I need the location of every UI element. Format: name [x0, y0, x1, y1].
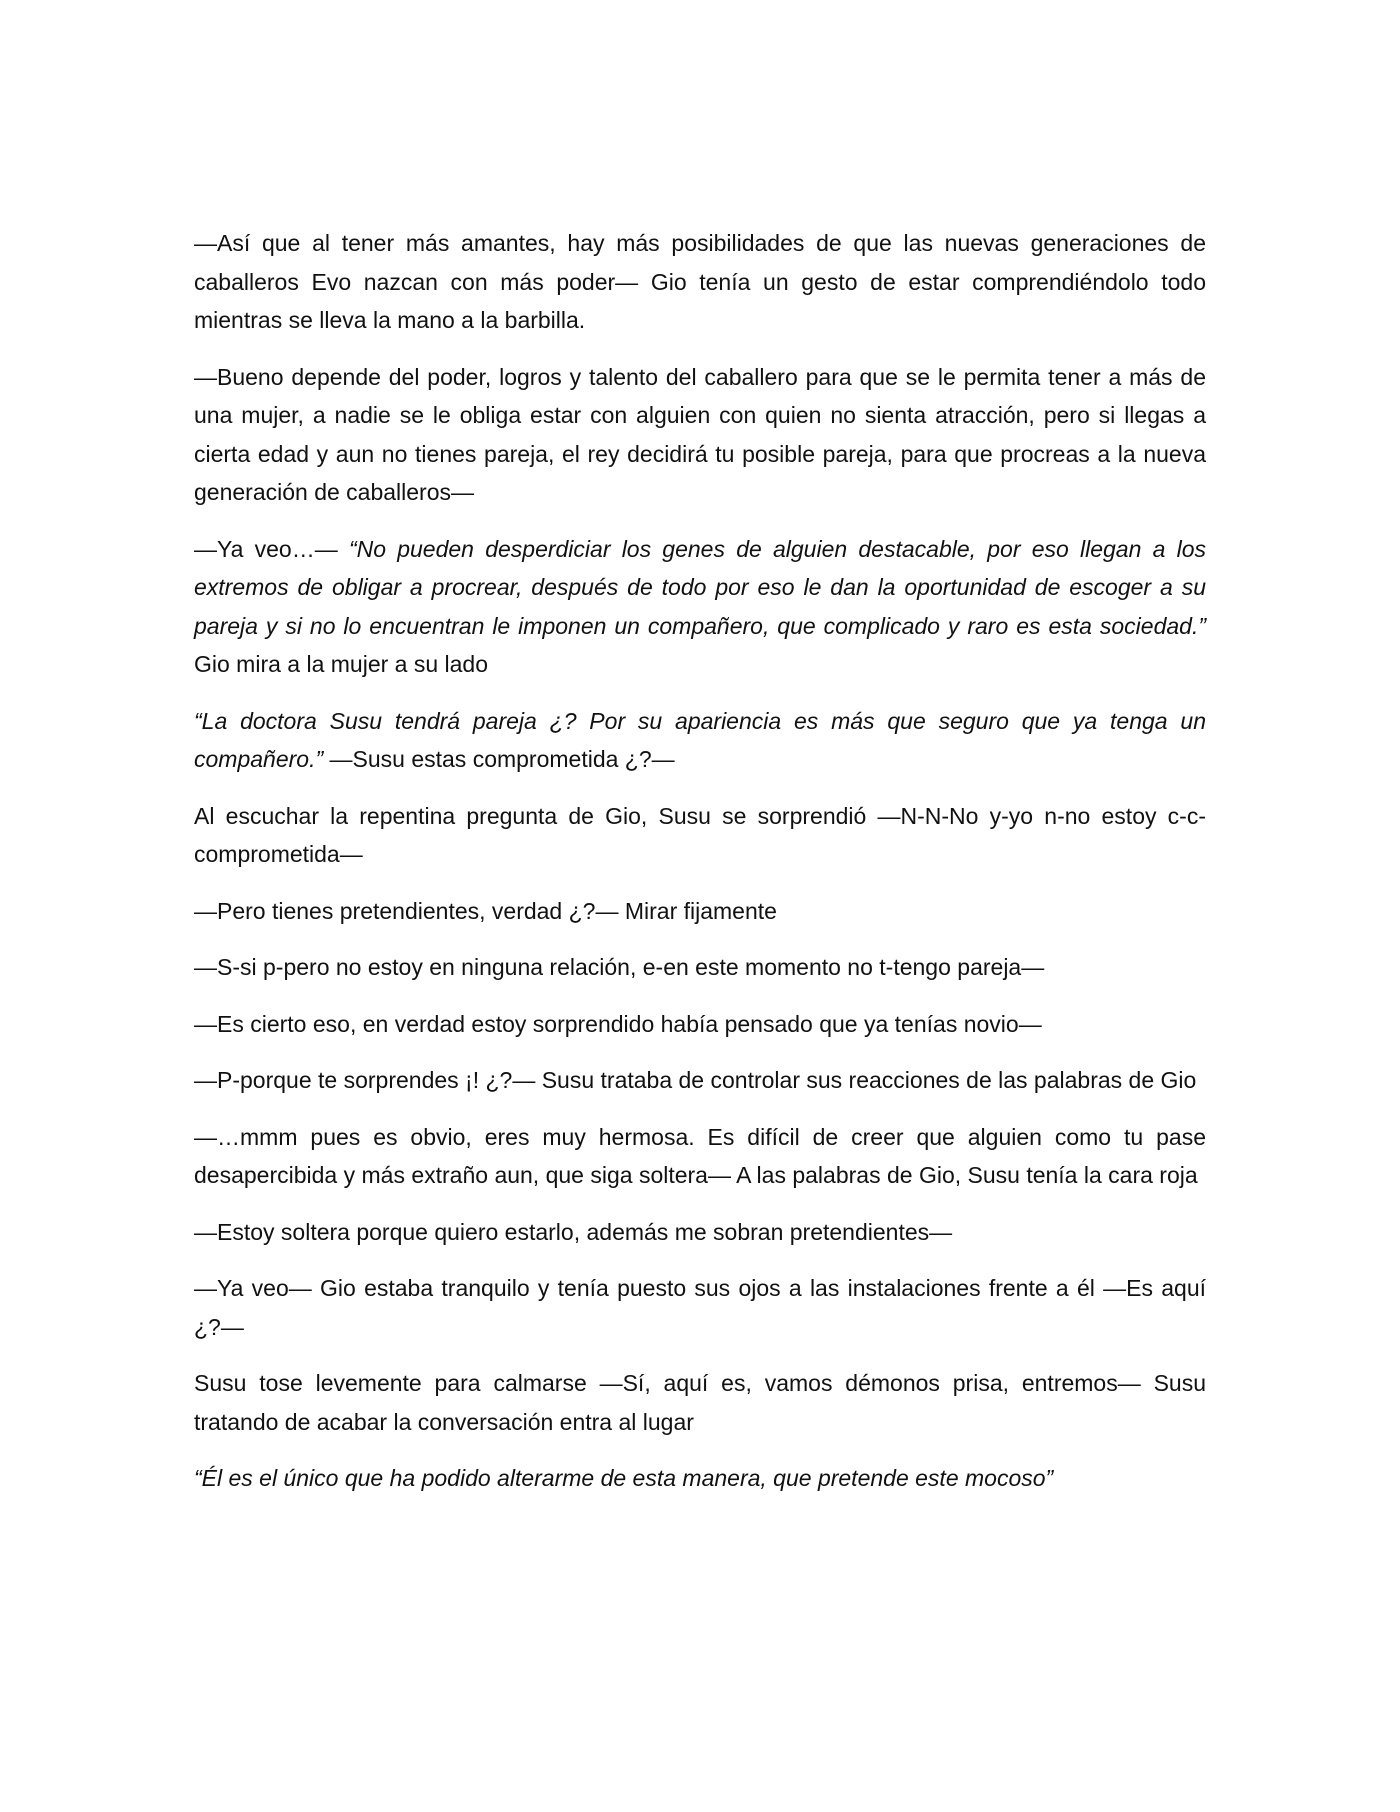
paragraph [194, 1005, 1206, 1044]
paragraph [194, 797, 1206, 874]
italic-thought-text: “No pueden desperdiciar los genes de alguien destacable, por eso llegan a los extremos de obligar a procrear, después de todo por eso le dan la oportunidad de escoger a su pareja y si no lo encuentran le imponen un compañero, que complicado y raro es esta sociedad.” [194, 535, 1206, 639]
paragraph [194, 948, 1206, 987]
body-text: —P-porque te sorprendes ¡! ¿?— Susu trataba de controlar sus reacciones de las palabras de Gio [194, 1067, 1197, 1093]
paragraph [194, 1213, 1206, 1252]
body-text: —Así que al tener más amantes, hay más posibilidades de que las nuevas generaciones de caballeros Evo nazcan con más poder— Gio tenía un gesto de estar comprendiéndolo todo mientras se lleva la mano a la barbilla. [194, 230, 1206, 333]
italic-thought-text: “La doctora Susu tendrá pareja ¿? Por su apariencia es más que seguro que ya tenga un compañero.” [194, 707, 1206, 772]
body-text: —Ya veo— Gio estaba tranquilo y tenía puesto sus ojos a las instalaciones frente a él —Es aquí ¿?— [194, 1275, 1206, 1340]
body-text: —Susu estas comprometida ¿?— [323, 746, 675, 772]
paragraph [194, 224, 1206, 340]
body-text: —Es cierto eso, en verdad estoy sorprendido había pensado que ya tenías novio— [194, 1010, 1042, 1037]
body-text: —S-si p-pero no estoy en ninguna relación, e-en este momento no t-tengo pareja— [194, 954, 1045, 980]
body-text: Susu tose levemente para calmarse —Sí, aquí es, vamos démonos prisa, entremos— Susu tratando de acabar la conversación entra al lugar [194, 1370, 1206, 1435]
body-text: Gio mira a la mujer a su lado [194, 651, 489, 677]
paragraph [194, 530, 1206, 684]
body-text: —Pero tienes pretendientes, verdad ¿?— Mirar fijamente [194, 897, 777, 924]
paragraph [194, 1364, 1206, 1441]
paragraph [194, 1269, 1206, 1346]
paragraph [194, 358, 1206, 512]
body-text: Al escuchar la repentina pregunta de Gio, Susu se sorprendió —N-N-No y-yo n-no estoy c-c-comprometida— [194, 802, 1206, 867]
body-text: —…mmm pues es obvio, eres muy hermosa. Es difícil de creer que alguien como tu pase desapercibida y más extraño aun, que siga soltera— A las palabras de Gio, Susu tenía la cara roja [194, 1123, 1206, 1188]
italic-thought-text: “Él es el único que ha podido alterarme de esta manera, que pretende este mocoso” [194, 1465, 1054, 1491]
body-text: —Bueno depende del poder, logros y talento del caballero para que se le permita tener a más de una mujer, a nadie se le obliga estar con alguien con quien no sienta atracción, pero si llegas a cierta edad y aun no tienes pareja, el rey decidirá tu posible pareja, para que procreas a la nueva generación de caballeros— [194, 363, 1206, 505]
paragraph [194, 1118, 1206, 1195]
document-page [194, 224, 1206, 1516]
paragraph [194, 1459, 1206, 1498]
paragraph [194, 892, 1206, 931]
paragraph [194, 702, 1206, 779]
body-text: —Ya veo…— [194, 535, 349, 562]
body-text: —Estoy soltera porque quiero estarlo, además me sobran pretendientes— [194, 1218, 953, 1245]
paragraph [194, 1061, 1206, 1100]
